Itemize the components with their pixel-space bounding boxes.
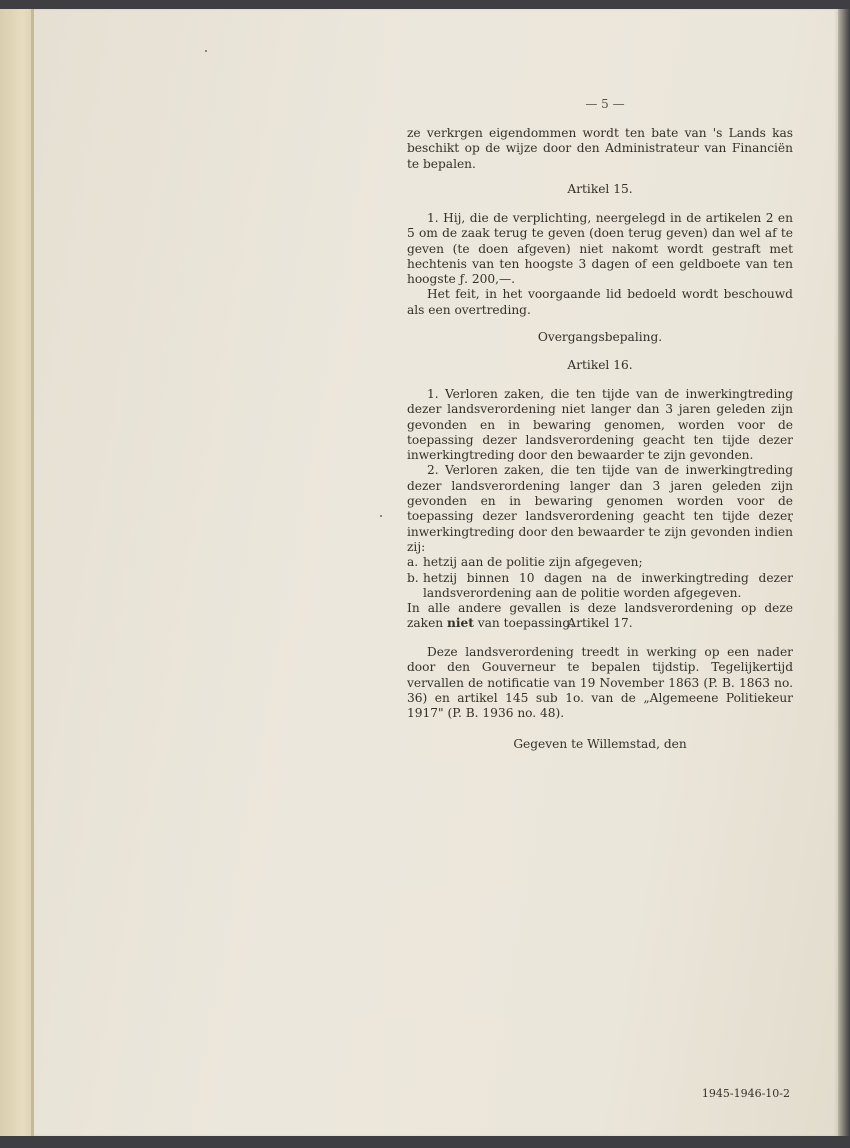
- footer-code: 1945-1946-10-2: [701, 1087, 790, 1100]
- closing-emphasis: niet: [447, 616, 474, 631]
- article-16-item-a: [407, 555, 793, 570]
- item-a-text: hetzij aan de politie zijn afgegeven;: [423, 555, 643, 570]
- article-16-paragraph-1: 1. Verloren zaken, die ten tijde van de inwerkingtreding dezer landsverordening niet langer dan 3 jaren geleden zijn gevonden en in bewaring genomen, worden voor de toepassing dezer landsverordening geacht ten tijde dezer inwerkingtreding door den bewaarder te zijn gevonden.: [407, 387, 793, 463]
- page-number: — 5 —: [585, 97, 625, 111]
- intro-paragraph: [407, 126, 793, 172]
- item-a-marker: a.: [407, 555, 419, 570]
- item-b-marker: b.: [407, 570, 419, 585]
- article-16-item-b: [407, 571, 793, 602]
- intro-text: ze verkrgen eigendommen wordt ten bate van 's Lands kas beschikt op de wijze door den Administrateur van Financiën te bepalen.: [407, 126, 793, 171]
- article-17-body: [407, 645, 793, 721]
- article-17-paragraph-1: Deze landsverordening treedt in werking op een nader door den Gouverneur te bepalen tijdstip. Tegelijkertijd vervallen de notificatie van 19 November 1863 (P. B. 1863 no. 36) en artikel 145 sub 1o. van de „Algemeene Politiekeur 1917" (P. B. 1936 no. 48).: [407, 645, 793, 721]
- article-16-heading: Artikel 16.: [567, 358, 633, 372]
- article-16-paragraph-2: 2. Verloren zaken, die ten tijde van de inwerkingtreding dezer landsverordening langer dan 3 jaren geleden zijn gevonden en in bewaring genomen worden voor de toepassing dezer landsverordening geacht ten tijde dezer inwerkingtreding door den bewaarder te zijn gevonden indien zij:: [407, 463, 793, 554]
- article-15-paragraph-1: 1. Hij, die de verplichting, neergelegd in de artikelen 2 en 5 om de zaak terug te geven (doen terug geven) dan wel af te geven (te doen afgeven) niet nakomt wordt gestraft met hechtenis van ten hoogste 3 dagen of een geldboete van ten hoogste ƒ. 200,—.: [407, 211, 793, 287]
- paper-speck: [205, 50, 207, 52]
- article-17-heading: Artikel 17.: [567, 616, 633, 630]
- signoff: Gegeven te Willemstad, den: [513, 737, 687, 751]
- article-15-heading: Artikel 15.: [567, 182, 633, 196]
- page-right-edge: [838, 9, 850, 1136]
- item-b-text: hetzij binnen 10 dagen na de inwerkingtreding dezer landsverordening aan de politie worden afgegeven.: [423, 570, 793, 600]
- transition-heading: Overgangsbepaling.: [537, 330, 663, 344]
- paper-speck: [380, 515, 382, 517]
- closing-text-end: van toepassing.: [477, 616, 575, 631]
- closing-text-start: In alle andere gevallen is deze landsverordening op deze zaken: [407, 601, 793, 631]
- scan-top-border: [0, 0, 850, 9]
- article-16-body: [407, 387, 793, 632]
- scan-bottom-border: [0, 1136, 850, 1148]
- article-15-paragraph-2: Het feit, in het voorgaande lid bedoeld wordt beschouwd als een overtreding.: [407, 287, 793, 317]
- article-15-body: [407, 211, 793, 318]
